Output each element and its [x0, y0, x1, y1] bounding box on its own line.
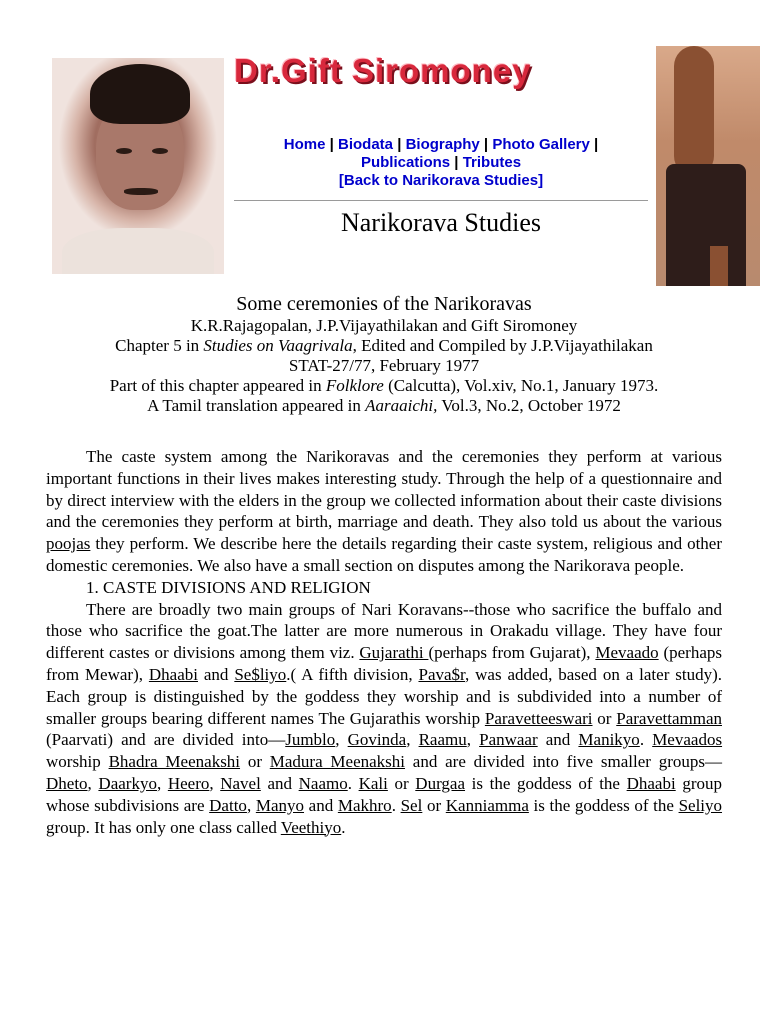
nav-photo-gallery-link[interactable]: Photo Gallery — [492, 136, 590, 153]
article-appeared: Part of this chapter appeared in Folklore (Calcutta), Vol.xiv, No.1, January 1973. — [109, 376, 659, 395]
article-title: Some ceremonies of the Narikoravas — [236, 293, 532, 315]
portrait-photo — [52, 58, 224, 274]
nav-biography-link[interactable]: Biography — [405, 136, 480, 153]
article-stat: STAT-27/77, February 1977 — [288, 356, 480, 375]
intro-paragraph: The caste system among the Narikoravas and the ceremonies they perform at various important functions in their lives makes interesting study. Through the help of a questionnaire and by direct interview with the elders in the group we collected information about their caste divisions and the ceremonies they perform at birth, marriage and death. They also told us about the various poojas they perform. We describe here the details regarding their caste system, religious and other domestic ceremonies. We also have a small section on disputes among the Narikorava people. — [46, 447, 722, 575]
page-title: Narikorava Studies — [340, 208, 541, 237]
side-photo — [656, 46, 760, 286]
section-heading: 1. CASTE DIVISIONS AND RELIGION — [86, 577, 371, 597]
nav-biodata-link[interactable]: Biodata — [338, 136, 394, 153]
article-body — [46, 446, 722, 838]
nav-tributes-link[interactable]: Tributes — [462, 154, 522, 171]
article-chapter: Chapter 5 in Studies on Vaagrivala, Edited and Compiled by J.P.Vijayathilakan — [115, 336, 653, 355]
article-tamil: A Tamil translation appeared in Aaraaichi, Vol.3, No.2, October 1972 — [147, 396, 621, 415]
article-authors: K.R.Rajagopalan, J.P.Vijayathilakan and Gift Siromoney — [190, 316, 578, 335]
nav-links: Home | Biodata | Biography | Photo Gallery | Publications | Tributes [Back to Narikorava Studies] — [283, 136, 599, 189]
caste-paragraph: There are broadly two main groups of Nari Koravans--those who sacrifice the buffalo and those who sacrifice the goat.The latter are more numerous in Orakadu village. They have four different castes or divisions among them viz. Gujarathi (perhaps from Gujarat), Mevaado (perhaps from Mewar), Dhaabi and Se$liyo.( A fifth division, Pava$r, was added, based on a later study). Each group is distinguished by the goddess they worship and is subdivided into a number of smaller groups bearing different names The Gujarathis worship Paravetteeswari or Paravettamman (Paarvati) and are divided into—Jumblo, Govinda, Raamu, Panwaar and Manikyo. Mevaados worship Bhadra Meenakshi or Madura Meenakshi and are divided into five smaller groups—Dheto, Daarkyo, Heero, Navel and Naamo. Kali or Durgaa is the goddess of the Dhaabi group whose subdivisions are Datto, Manyo and Makhro. Sel or Kanniamma is the goddess of the Seliyo group. It has only one class called Veethiyo. — [46, 599, 723, 837]
nav-back-link[interactable]: [Back to Narikorava Studies] — [338, 172, 544, 189]
site-banner: Dr.Gift Siromoney — [234, 52, 532, 89]
nav-publications-link[interactable]: Publications — [360, 154, 451, 171]
article-header — [30, 292, 738, 416]
header-divider — [234, 200, 648, 201]
nav-home-link[interactable]: Home — [283, 136, 326, 153]
